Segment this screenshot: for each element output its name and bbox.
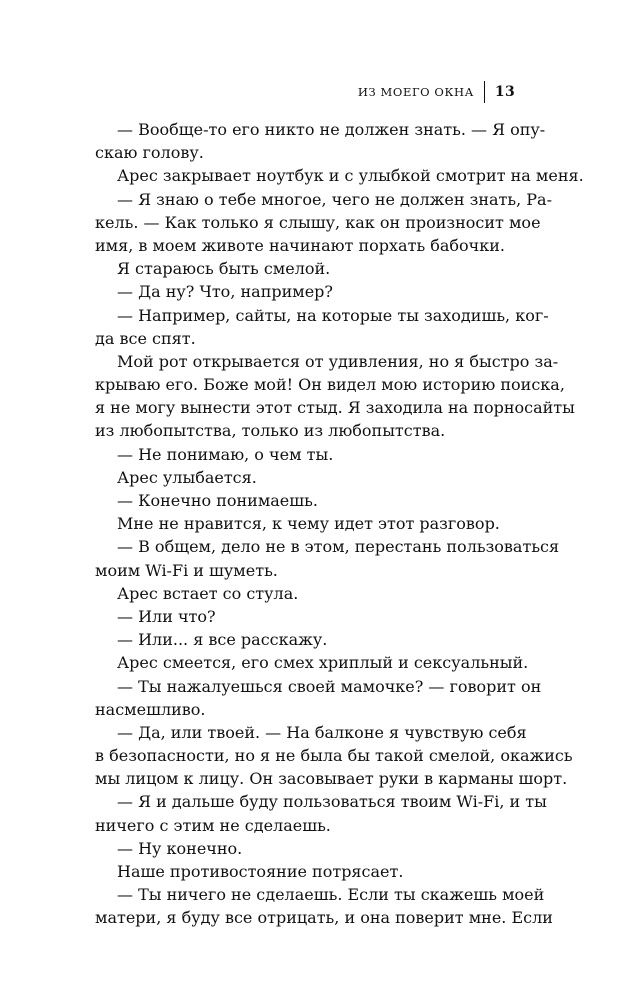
text-line: Арес закрывает ноутбук и с улыбкой смотрит на меня. — [117, 166, 584, 186]
text-line: — Вообще-то его никто не должен знать. — Я опу- — [117, 120, 546, 139]
page-number: 13 — [494, 84, 515, 100]
book-title: ИЗ МОЕГО ОКНА — [357, 85, 474, 99]
text-line: крываю его. Боже мой! Он видел мою историю поиска, — [95, 375, 565, 395]
text-line: в безопасности, но я не была бы такой смелой, окажись — [95, 746, 573, 766]
text-line: кель. — Как только я слышу, как он произносит мое — [95, 212, 541, 232]
text-line: — Ну конечно. — [117, 838, 243, 858]
text-line: Наше противостояние потрясает. — [117, 862, 404, 881]
header-divider — [484, 81, 485, 103]
text-line: имя, в моем животе начинают порхать бабочки. — [95, 235, 506, 255]
text-line: ничего с этим не сделаешь. — [95, 815, 331, 835]
text-line: — Да, или твоей. — На балконе я чувствую себя — [117, 722, 527, 742]
text-line: матери, я буду все отрицать, и она поверит мне. Если — [95, 908, 553, 928]
running-head — [358, 80, 515, 104]
text-line: Мой рот открывается от удивления, но я быстро за- — [117, 351, 559, 371]
body-text — [95, 118, 584, 930]
text-line: я не могу вынести этот стыд. Я заходила на порносайты — [95, 398, 575, 418]
text-line: Арес встает со стула. — [117, 583, 299, 603]
text-line: Мне не нравится, к чему идет этот разговор. — [117, 514, 500, 534]
text-line: — Ты ничего не сделаешь. Если ты скажешь моей — [117, 885, 545, 905]
text-line: — Я знаю о тебе многое, чего не должен знать, Ра- — [117, 189, 552, 209]
text-line: насмешливо. — [95, 699, 206, 719]
text-line: — Не понимаю, о чем ты. — [117, 444, 334, 464]
text-line: — Ты нажалуешься своей мамочке? — говорит он — [117, 676, 542, 696]
text-line: — Я и дальше буду пользоваться твоим Wi-Fi, и ты — [117, 792, 547, 812]
text-line: из любопытства, только из любопытства. — [95, 421, 446, 441]
text-line: Арес улыбается. — [117, 467, 257, 487]
text-line: Арес смеется, его смех хриплый и сексуальный. — [117, 653, 529, 673]
text-line: — В общем, дело не в этом, перестань пользоваться — [117, 537, 560, 557]
text-line: — Или... я все расскажу. — [117, 630, 328, 650]
text-line: мы лицом к лицу. Он засовывает руки в карманы шорт. — [95, 769, 568, 789]
text-line: — Конечно понимаешь. — [117, 491, 318, 510]
text-line: — Или что? — [117, 606, 216, 626]
text-line: скаю голову. — [95, 143, 204, 163]
text-line: моим Wi-Fi и шуметь. — [95, 560, 278, 580]
text-line: — Да ну? Что, например? — [117, 282, 333, 302]
text-line: Я стараюсь быть смелой. — [117, 259, 331, 279]
text-line: да все спят. — [95, 328, 196, 348]
text-line: — Например, сайты, на которые ты заходишь, ког- — [117, 305, 549, 325]
